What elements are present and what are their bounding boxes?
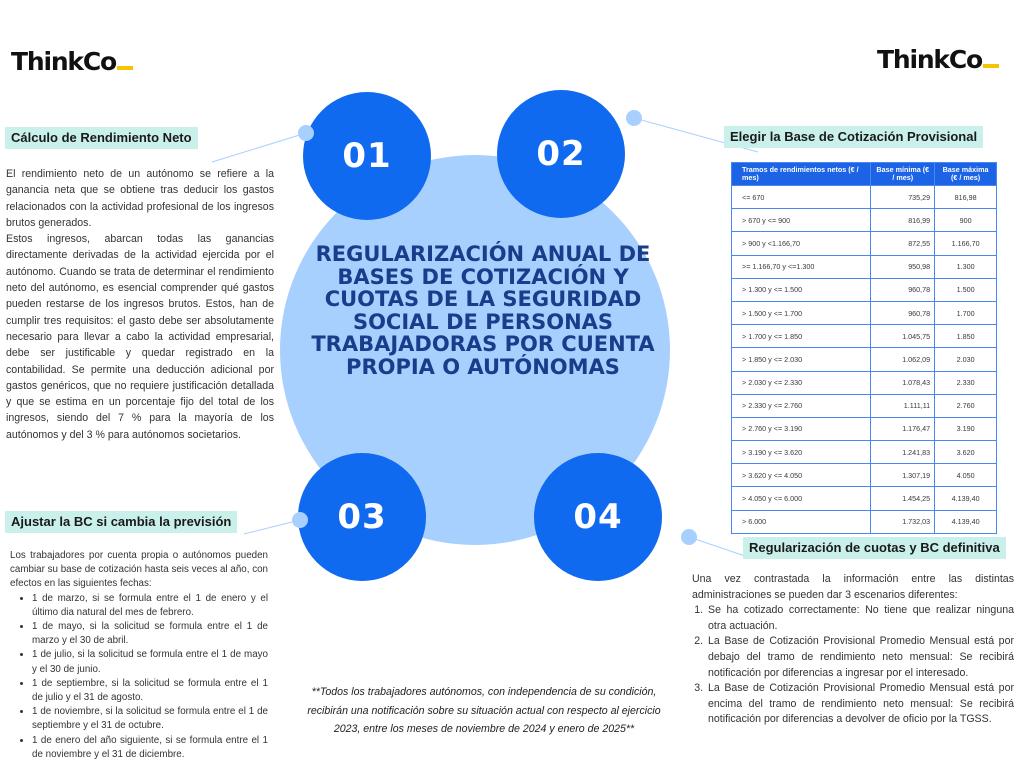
- base-cotizacion-table: [731, 162, 997, 534]
- table-cell: 960,78: [871, 278, 935, 301]
- table-cell: > 2.760 y <= 3.190: [732, 417, 871, 440]
- main-title: REGULARIZACIÓN ANUAL DE BASES DE COTIZACIÓN Y CUOTAS DE LA SEGURIDAD SOCIAL DE PERSONAS TRABAJADORAS POR CUENTA PROPIA O AUTÓNOMAS: [311, 242, 655, 379]
- table-cell: > 6.000: [732, 510, 871, 533]
- table-cell: 4.050: [935, 464, 997, 487]
- table-cell: 1.454,25: [871, 487, 935, 510]
- thinkco-logo-right: [877, 47, 999, 72]
- step-number: 02: [536, 134, 586, 174]
- list-item: • 1 de septiembre, si la solicitud se formula entre el 1 de julio y el 31 de agosto.: [32, 677, 268, 705]
- table-cell: 1.062,09: [871, 348, 935, 371]
- table-cell: > 3.620 y <= 4.050: [732, 464, 871, 487]
- table-cell: 1.700: [935, 301, 997, 324]
- logo-text: ThinkCo: [877, 45, 982, 74]
- list-item: 3. La Base de Cotización Provisional Promedio Mensual está por encima del tramo de rendimiento neto mensual: Se recibirá notificación por diferencias a devolver de oficio por la TGSS.: [706, 681, 1014, 728]
- table-cell: 816,98: [935, 186, 997, 209]
- connector-dot: [298, 125, 314, 141]
- table-row: [732, 464, 997, 487]
- table-body: [732, 186, 997, 534]
- table-row: [732, 441, 997, 464]
- table-cell: > 900 y <1.166,70: [732, 232, 871, 255]
- list-item: • 1 de marzo, si se formula entre el 1 de enero y el último dia natural del mes de febrero.: [32, 592, 268, 620]
- section4-intro: Una vez contrastada la información entre las distintas administraciones se pueden dar 3 escenarios diferentes:: [692, 573, 1014, 601]
- table-cell: 1.241,83: [871, 441, 935, 464]
- section3-heading: Ajustar la BC si cambia la previsión: [5, 511, 237, 533]
- table-cell: 1.166,70: [935, 232, 997, 255]
- table-cell: > 1.850 y <= 2.030: [732, 348, 871, 371]
- table-cell: 2.330: [935, 371, 997, 394]
- table-cell: 960,78: [871, 301, 935, 324]
- table-cell: > 2.330 y <= 2.760: [732, 394, 871, 417]
- table-cell: 735,29: [871, 186, 935, 209]
- section1-paragraph: Estos ingresos, abarcan todas las ganancias directamente derivadas de la actividad ejercida por el autónomo. Cuando se trata de determinar el rendimiento neto del autónomo, es esencial comprender qué gastos pueden restarse de los ingresos brutos. Estos, han de cumplir tres requisitos: el gasto debe ser absolutamente necesario para llevar a cabo la actividad empresarial, debe ser justificable y quedar registrado en la contabilidad. Se permite una deducción adicional por gastos genéricos, que no requiere justificación detallada y que se estima en un porcentaje fijo del total de los ingresos, siendo del 7 % para la mayoría de los autónomos y del 3 % para autónomos societarios.: [6, 233, 274, 441]
- section3-list: [10, 592, 268, 762]
- table-cell: 1.078,43: [871, 371, 935, 394]
- table-cell: > 1.300 y <= 1.500: [732, 278, 871, 301]
- table-row: [732, 301, 997, 324]
- thinkco-logo-left: [11, 49, 133, 74]
- step-circle-04: [534, 453, 662, 581]
- table-cell: 1.300: [935, 255, 997, 278]
- table-cell: > 1.700 y <= 1.850: [732, 325, 871, 348]
- table-row: [732, 186, 997, 209]
- table-cell: <= 670: [732, 186, 871, 209]
- section3-body: [10, 549, 268, 762]
- footnote: **Todos los trabajadores autónomos, con independencia de su condición, recibirán una notificación sobre su situación actual con respecto al ejercicio 2023, entre los meses de noviembre de 2024 y enero de 2025**: [307, 686, 661, 736]
- section1-body: [6, 166, 274, 443]
- table-row: [732, 348, 997, 371]
- table-cell: 900: [935, 209, 997, 232]
- list-item: • 1 de noviembre, si la solicitud se formula entre el 1 de septiembre y el 31 de octubre.: [32, 705, 268, 733]
- table-cell: 1.045,75: [871, 325, 935, 348]
- table-header-row: [732, 163, 997, 186]
- table-cell: 1.176,47: [871, 417, 935, 440]
- table-cell: > 670 y <= 900: [732, 209, 871, 232]
- table-cell: > 4.050 y <= 6.000: [732, 487, 871, 510]
- table-row: [732, 232, 997, 255]
- connector-dot: [681, 529, 697, 545]
- list-item: • 1 de mayo, si la solicitud se formula entre el 1 de marzo y el 30 de abril.: [32, 620, 268, 648]
- table-cell: 4.139,40: [935, 487, 997, 510]
- section4-heading: Regularización de cuotas y BC definitiva: [743, 537, 1006, 559]
- step-circle-02: [497, 90, 625, 218]
- table-cell: 950,98: [871, 255, 935, 278]
- table-cell: 816,99: [871, 209, 935, 232]
- table-row: [732, 255, 997, 278]
- connector-dot: [292, 512, 308, 528]
- table-row: [732, 487, 997, 510]
- table-cell: >= 1.166,70 y <=1.300: [732, 255, 871, 278]
- step-circle-03: [298, 453, 426, 581]
- section4-body: [692, 572, 1014, 728]
- list-item: • 1 de julio, si la solicitud se formula entre el 1 de mayo y el 30 de junio.: [32, 648, 268, 676]
- table-row: [732, 325, 997, 348]
- table-row: [732, 394, 997, 417]
- step-number: 01: [342, 136, 392, 176]
- table-row: [732, 510, 997, 533]
- table-cell: 1.732,03: [871, 510, 935, 533]
- section2-heading: Elegir la Base de Cotización Provisional: [724, 126, 983, 148]
- table-cell: 2.030: [935, 348, 997, 371]
- logo-text: ThinkCo: [11, 47, 116, 76]
- table-cell: 1.850: [935, 325, 997, 348]
- table-row: [732, 278, 997, 301]
- table-cell: 4.139,40: [935, 510, 997, 533]
- step-number: 03: [337, 497, 387, 537]
- list-item: 1. Se ha cotizado correctamente: No tiene que realizar ninguna otra actuación.: [706, 603, 1014, 634]
- table-cell: 3.190: [935, 417, 997, 440]
- section1-heading: Cálculo de Rendimiento Neto: [5, 127, 198, 149]
- list-item: • 1 de enero del año siguiente, si se formula entre el 1 de noviembre y el 31 de diciembre.: [32, 734, 268, 762]
- logo-accent-bar: [117, 66, 133, 70]
- table-row: [732, 209, 997, 232]
- list-item: 2. La Base de Cotización Provisional Promedio Mensual está por debajo del tramo de rendimiento neto mensual: Se recibirá notificación por diferencias a ingresar por el interesado.: [706, 634, 1014, 681]
- table-cell: > 2.030 y <= 2.330: [732, 371, 871, 394]
- section3-intro: Los trabajadores por cuenta propia o autónomos pueden cambiar su base de cotización hasta seis veces al año, con efectos en las siguientes fechas:: [10, 550, 268, 590]
- table-cell: 1.307,19: [871, 464, 935, 487]
- table-header: Base máxima (€ / mes): [935, 163, 997, 186]
- step-circle-01: [303, 92, 431, 220]
- table-cell: 2.760: [935, 394, 997, 417]
- section1-paragraph: El rendimiento neto de un autónomo se refiere a la ganancia neta que se obtiene tras deducir los gastos relacionados con la actividad profesional de los ingresos brutos generados.: [6, 168, 274, 229]
- logo-accent-bar: [983, 64, 999, 68]
- table-cell: > 3.190 y <= 3.620: [732, 441, 871, 464]
- section4-list: [692, 603, 1014, 728]
- table-cell: 3.620: [935, 441, 997, 464]
- table-row: [732, 417, 997, 440]
- table-header: Tramos de rendimientos netos (€ / mes): [732, 163, 871, 186]
- table-row: [732, 371, 997, 394]
- connector-dot: [626, 110, 642, 126]
- table-cell: > 1.500 y <= 1.700: [732, 301, 871, 324]
- step-number: 04: [573, 497, 623, 537]
- table-cell: 1.111,11: [871, 394, 935, 417]
- table-cell: 1.500: [935, 278, 997, 301]
- table-header: Base mínima (€ / mes): [871, 163, 935, 186]
- table-cell: 872,55: [871, 232, 935, 255]
